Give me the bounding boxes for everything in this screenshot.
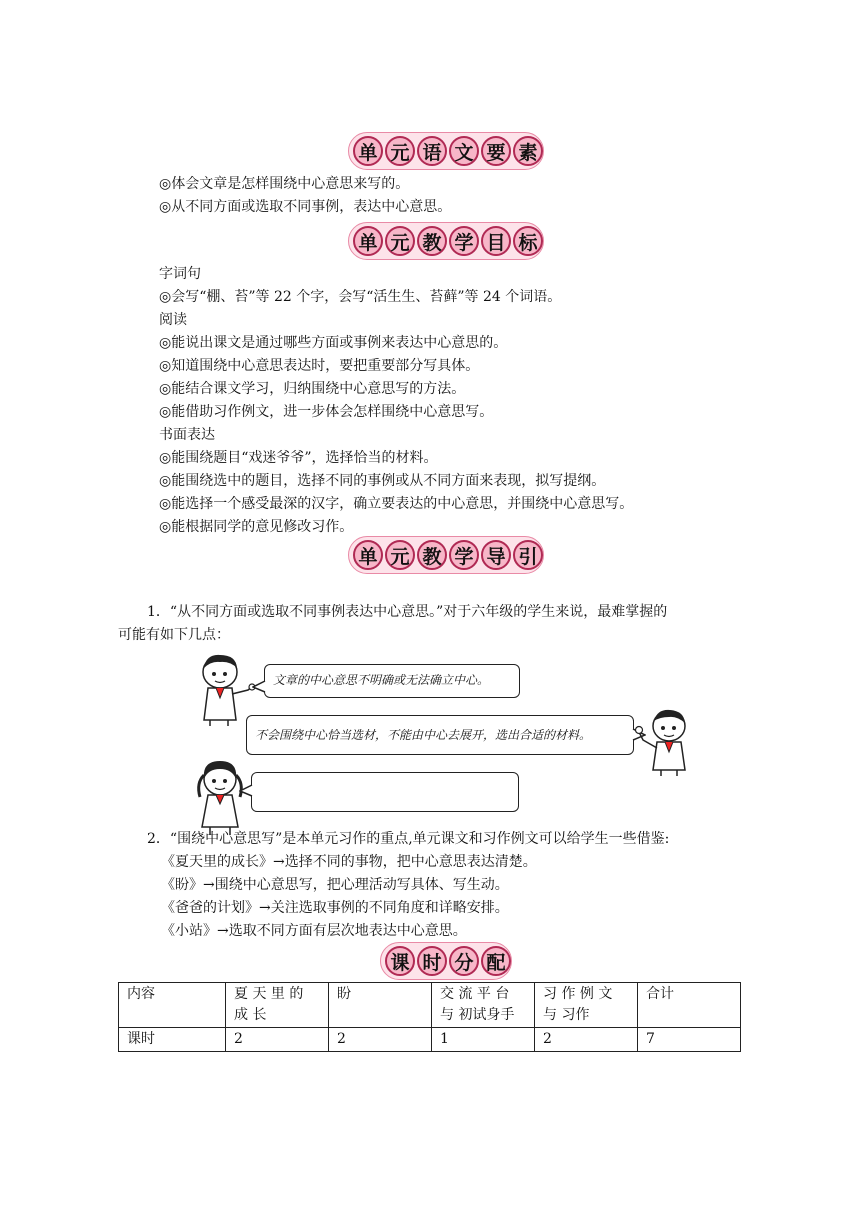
guide-paragraph: 2．“围绕中心意思写”是本单元习作的重点,单元课文和习作例文可以给学生一些借鉴: (147, 831, 670, 847)
goal-line: ◎能围绕题目“戏迷爷爷”，选择恰当的材料。 (159, 450, 438, 466)
goal-line: ◎能结合课文学习，归纳围绕中心意思写的方法。 (159, 381, 466, 397)
element-line: ◎从不同方面或选取不同事例，表达中心意思。 (159, 199, 452, 215)
banner-char: 学 (449, 540, 479, 570)
goal-line: ◎能选择一个感受最深的汉字，确立要表达的中心意思，并围绕中心意思写。 (159, 496, 634, 512)
banner-char: 单 (353, 226, 383, 256)
banner-char: 目 (481, 226, 511, 256)
table-cell: 习 作 例 文 与 习作 (535, 983, 638, 1028)
banner-char: 引 (513, 540, 543, 570)
banner-char: 分 (449, 946, 479, 976)
table-cell: 7 (638, 1028, 741, 1052)
bubble-tail-icon (252, 680, 266, 694)
bubble-tail-icon (239, 784, 253, 798)
banner-char: 教 (417, 226, 447, 256)
reference-line: 《爸爸的计划》→关注选取事例的不同角度和详略安排。 (161, 900, 509, 916)
section-title-teaching-guide (353, 540, 543, 570)
goal-heading: 字词句 (159, 266, 201, 282)
guide-paragraph: 1．“从不同方面或选取不同事例表达中心意思。”对于六年级的学生来说，最难掌握的 (147, 604, 668, 620)
table-cell: 课时 (119, 1028, 226, 1052)
element-line: ◎体会文章是怎样围绕中心意思来写的。 (159, 176, 410, 192)
banner-char: 学 (449, 226, 479, 256)
section-title-teaching-goals (353, 226, 543, 256)
section-title-lesson-allocation (385, 946, 511, 976)
table-cell: 交 流 平 台 与 初试身手 (432, 983, 535, 1028)
banner-char: 课 (385, 946, 415, 976)
goal-line: ◎会写“棚、苔”等 22 个字，会写“活生生、苔藓”等 24 个词语。 (159, 289, 562, 305)
banner-char: 时 (417, 946, 447, 976)
goal-heading: 阅读 (159, 312, 187, 328)
banner-char: 单 (353, 540, 383, 570)
table-row (119, 1028, 741, 1052)
table-cell: 合计 (638, 983, 741, 1028)
speech-bubble: 文章的中心意思不明确或无法确立中心。 (264, 664, 520, 698)
section-title-unit-elements (353, 136, 543, 166)
banner-char: 标 (513, 226, 543, 256)
banner-char: 元 (385, 136, 415, 166)
banner-char: 素 (513, 136, 543, 166)
banner-char: 语 (417, 136, 447, 166)
table-cell: 盼 (329, 983, 432, 1028)
reference-line: 《小站》→选取不同方面有层次地表达中心意思。 (161, 923, 467, 939)
goal-line: ◎能说出课文是通过哪些方面或事例来表达中心意思的。 (159, 335, 508, 351)
table-cell: 内容 (119, 983, 226, 1028)
banner-char: 元 (385, 226, 415, 256)
banner-char: 教 (417, 540, 447, 570)
table-cell: 2 (535, 1028, 638, 1052)
banner-char: 配 (481, 946, 511, 976)
reference-line: 《盼》→围绕中心意思写，把心理活动写具体、写生动。 (161, 877, 509, 893)
table-cell: 夏 天 里 的 成 长 (226, 983, 329, 1028)
banner-char: 导 (481, 540, 511, 570)
table-cell: 2 (329, 1028, 432, 1052)
table-row (119, 983, 741, 1028)
guide-paragraph: 可能有如下几点： (118, 627, 230, 643)
boy-waving-illustration (633, 706, 699, 778)
reference-line: 《夏天里的成长》→选择不同的事物，把中心意思表达清楚。 (161, 854, 537, 870)
banner-char: 要 (481, 136, 511, 166)
goal-line: ◎能围绕选中的题目，选择不同的事例或从不同方面来表现，拟写提纲。 (159, 473, 606, 489)
banner-char: 文 (449, 136, 479, 166)
lesson-allocation-table (118, 982, 741, 1052)
table-cell: 1 (432, 1028, 535, 1052)
goal-line: ◎能根据同学的意见修改习作。 (159, 519, 354, 535)
banner-char: 单 (353, 136, 383, 166)
speech-bubble: 不会围绕中心恰当选材，不能由中心去展开，选出合适的材料。 (246, 715, 634, 755)
speech-bubble-empty (251, 772, 519, 812)
banner-char: 元 (385, 540, 415, 570)
goal-heading: 书面表达 (159, 427, 215, 443)
goal-line: ◎能借助习作例文，进一步体会怎样围绕中心意思写。 (159, 404, 494, 420)
goal-line: ◎知道围绕中心意思表达时，要把重要部分写具体。 (159, 358, 480, 374)
table-cell: 2 (226, 1028, 329, 1052)
